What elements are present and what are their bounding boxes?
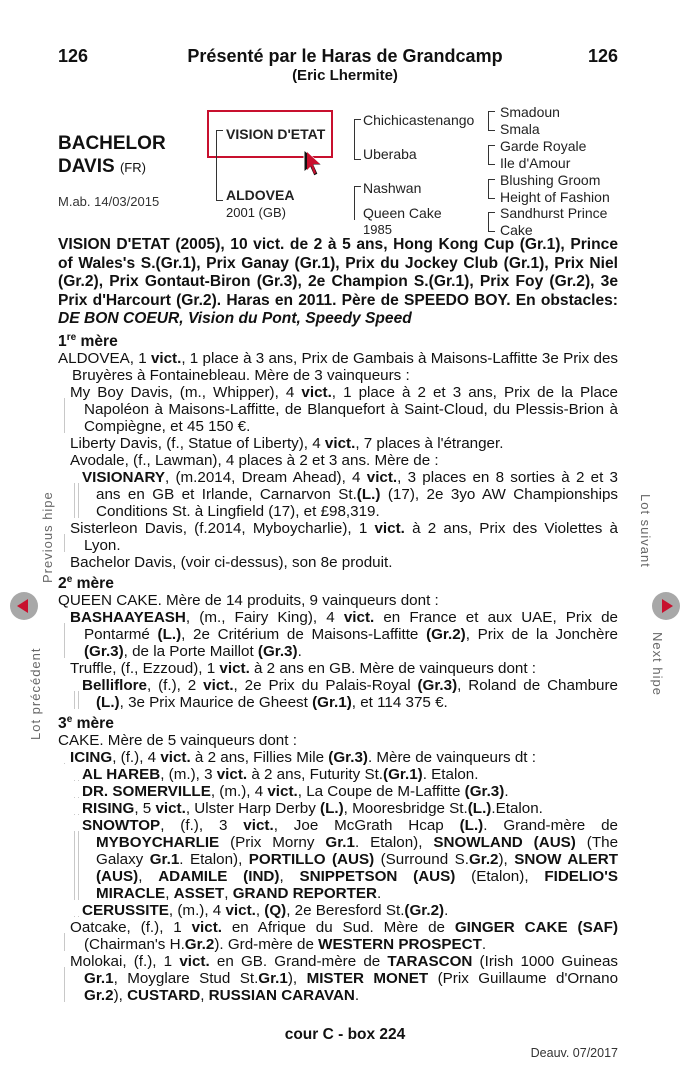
g3-bracket-4 [488, 212, 495, 232]
entry-truffle: Truffle, (f., Ezzoud), 1 vict. à 2 ans en GB. Mère de vainqueurs dont : [70, 659, 537, 677]
ggs-4: Ile d'Amour [500, 155, 571, 171]
next-arrow-icon[interactable] [652, 592, 680, 620]
entry-snowtop: SNOWTOP, (f.), 3 vict., Joe McGrath Hcap (L.). Grand-mère de MYBOYCHARLIE (Prix Morny Gr.1. Etalon), SNOWLAND (AUS) (The Galaxy Gr.1. Etalon), PORTILLO (AUS) (Surround S.Gr.2), SNOW ALERT (AUS), ADAMILE (IND), SNIPPETSON (AUS) (Etalon), FIDELIO'S MIRACLE, ASSET, GRAND REPORTER. [58, 817, 618, 902]
page-title: Présenté par le Haras de Grandcamp [187, 46, 503, 66]
ggs-8: Cake [500, 222, 533, 238]
entry-cerussite: CERUSSITE, (m.), 4 vict., (Q), 2e Beresford St.(Gr.2). [58, 902, 618, 919]
entry-al-hareb: AL HAREB, (m.), 3 vict. à 2 ans, Futurity St.(Gr.1). Etalon. [58, 766, 618, 783]
ggs-2: Smala [500, 121, 540, 137]
ggs-5: Blushing Groom [500, 172, 601, 188]
entry-rising: RISING, 5 vict., Ulster Harp Derby (L.), Mooresbridge St.(L.).Etalon. [58, 800, 618, 817]
sire-sire: Chichicastenango [363, 112, 475, 128]
sd-bracket [354, 139, 361, 160]
dam-sire: Nashwan [363, 180, 422, 196]
dam-dam-year: 1985 [363, 222, 392, 237]
entry-my-boy-davis: My Boy Davis, (m., Whipper), 4 vict., 1 place à 2 et 3 ans, Prix de la Place Napoléon à Maisons-Laffitte, de Blanquefort à Saint-Cloud, du Plessis-Brion à Compiègne, et 45 150 €. [58, 384, 618, 435]
entry-sisterleon-davis: Sisterleon Davis, (f.2014, Myboycharlie), 1 vict. à 2 ans, Prix des Violettes à Lyon. [58, 520, 618, 554]
page-number-left: 126 [58, 46, 89, 66]
ggs-7: Sandhurst Prince [500, 205, 608, 221]
horse-name-part2: DAVIS [58, 156, 115, 177]
ggs-3: Garde Royale [500, 138, 587, 154]
ggs-6: Height of Fashion [500, 189, 610, 205]
page-subtitle: (Eric Lhermite) [292, 67, 398, 84]
section-1re-mere: 1re mère [58, 331, 118, 350]
sire-record: VISION D'ETAT (2005), 10 vict. de 2 à 5 ans, Hong Kong Cup (Gr.1), Prince of Wales's S.(Gr.1), Prix Ganay (Gr.1), Prix du Jockey Club (Gr.1), Prix Niel (Gr.2), Prix Gontaut-Biron (Gr.3), 2e Champion S.(Gr.1), Prix Foy (Gr.2), 3e Prix d'Harcourt (Gr.2). Haras en 2011. Père de SPEEDO BOY. En obstacles: DE BON COEUR, Vision du Pont, Speedy Speed [58, 236, 618, 327]
section-2e-mere: 2e mère [58, 573, 114, 592]
sire-name: VISION D'ETAT [226, 126, 326, 142]
box-location: cour C - box 224 [284, 1026, 406, 1043]
dam-bracket [216, 170, 223, 201]
entry-bachelor-davis: Bachelor Davis, (voir ci-dessus), son 8e produit. [70, 553, 393, 571]
previous-hipe-label[interactable]: Previous hipe [40, 491, 55, 583]
sire-dam: Uberaba [363, 146, 417, 162]
next-lot-label[interactable]: Lot suivant [638, 494, 653, 568]
cursor-arrow-icon [302, 148, 332, 182]
entry-visionary: VISIONARY, (m.2014, Dream Ahead), 4 vict., 3 places en 8 sorties à 2 et 3 ans en GB et Irlande, Carnarvon St.(L.) (17), 2e 3yo AW Championships Conditions St. à Lingfield (17), et £98,319. [58, 469, 618, 520]
dam-name: ALDOVEA [226, 187, 295, 203]
section-3e-mere: 3e mère [58, 713, 114, 733]
g3-bracket-3 [488, 179, 495, 199]
pedigree-notes [58, 236, 618, 1004]
next-hipe-label[interactable]: Next hipe [650, 632, 665, 696]
entry-belliflore: Belliflore, (f.), 2 vict., 2e Prix du Palais-Royal (Gr.3), Roland de Chambure (L.), 3e Prix Maurice de Gheest (Gr.1), et 114 375 €. [58, 677, 618, 711]
dam-year: 2001 (GB) [226, 205, 286, 220]
entry-molokai: Molokai, (f.), 1 vict. en GB. Grand-mère de TARASCON (Irish 1000 Guineas Gr.1, Moyglare Stud St.Gr.1), MISTER MONET (Prix Guillaume d'Ornano Gr.2), CUSTARD, RUSSIAN CARAVAN. [58, 953, 618, 1004]
entry-bashaayeash: BASHAAYEASH, (m., Fairy King), 4 vict. en France et aux UAE, Prix de Pontarmé (L.), 2e Critérium de Maisons-Laffitte (Gr.2), Prix de la Jonchère (Gr.3), de la Porte Maillot (Gr.3). [58, 609, 618, 660]
horse-name-line1: BACHELOR [58, 133, 166, 154]
ggs-1: Smadoun [500, 104, 560, 120]
entry-queen-cake: QUEEN CAKE. Mère de 14 produits, 9 vainqueurs dont : [58, 591, 439, 609]
entry-dr-somerville: DR. SOMERVILLE, (m.), 4 vict., La Coupe de M-Laffitte (Gr.3). [58, 783, 618, 800]
g3-bracket-1 [488, 111, 495, 131]
entry-liberty-davis: Liberty Davis, (f., Statue of Liberty), 4 vict., 7 places à l'étranger. [70, 434, 504, 452]
birth-info: M.ab. 14/03/2015 [58, 194, 160, 209]
prev-lot-label[interactable]: Lot précédent [28, 647, 43, 740]
entry-icing: ICING, (f.), 4 vict. à 2 ans, Fillies Mile (Gr.3). Mère de vainqueurs dt : [58, 749, 618, 766]
horse-name [58, 132, 166, 179]
dam-dam: Queen Cake [363, 205, 442, 221]
entry-oatcake: Oatcake, (f.), 1 vict. en Afrique du Sud. Mère de GINGER CAKE (SAF) (Chairman's H.Gr.2). Grd-mère de WESTERN PROSPECT. [58, 919, 618, 953]
entry-aldovea: ALDOVEA, 1 vict., 1 place à 3 ans, Prix de Gambais à Maisons-Laffitte 3e Prix des Bruyères à Fontainebleau. Mère de 3 vainqueurs : [58, 349, 618, 384]
page-number-right: 126 [587, 46, 618, 66]
sale-reference: Deauv. 07/2017 [530, 1046, 618, 1060]
g3-bracket-2 [488, 145, 495, 165]
horse-origin: (FR) [119, 160, 146, 175]
ss-bracket [354, 119, 361, 140]
ds-bracket [354, 186, 361, 207]
entry-cake: CAKE. Mère de 5 vainqueurs dont : [58, 732, 297, 750]
dd-bracket [354, 206, 361, 220]
previous-arrow-icon[interactable] [10, 592, 38, 620]
horse-name-line2 [58, 155, 166, 179]
entry-avodale: Avodale, (f., Lawman), 4 places à 2 et 3 ans. Mère de : [70, 451, 439, 469]
